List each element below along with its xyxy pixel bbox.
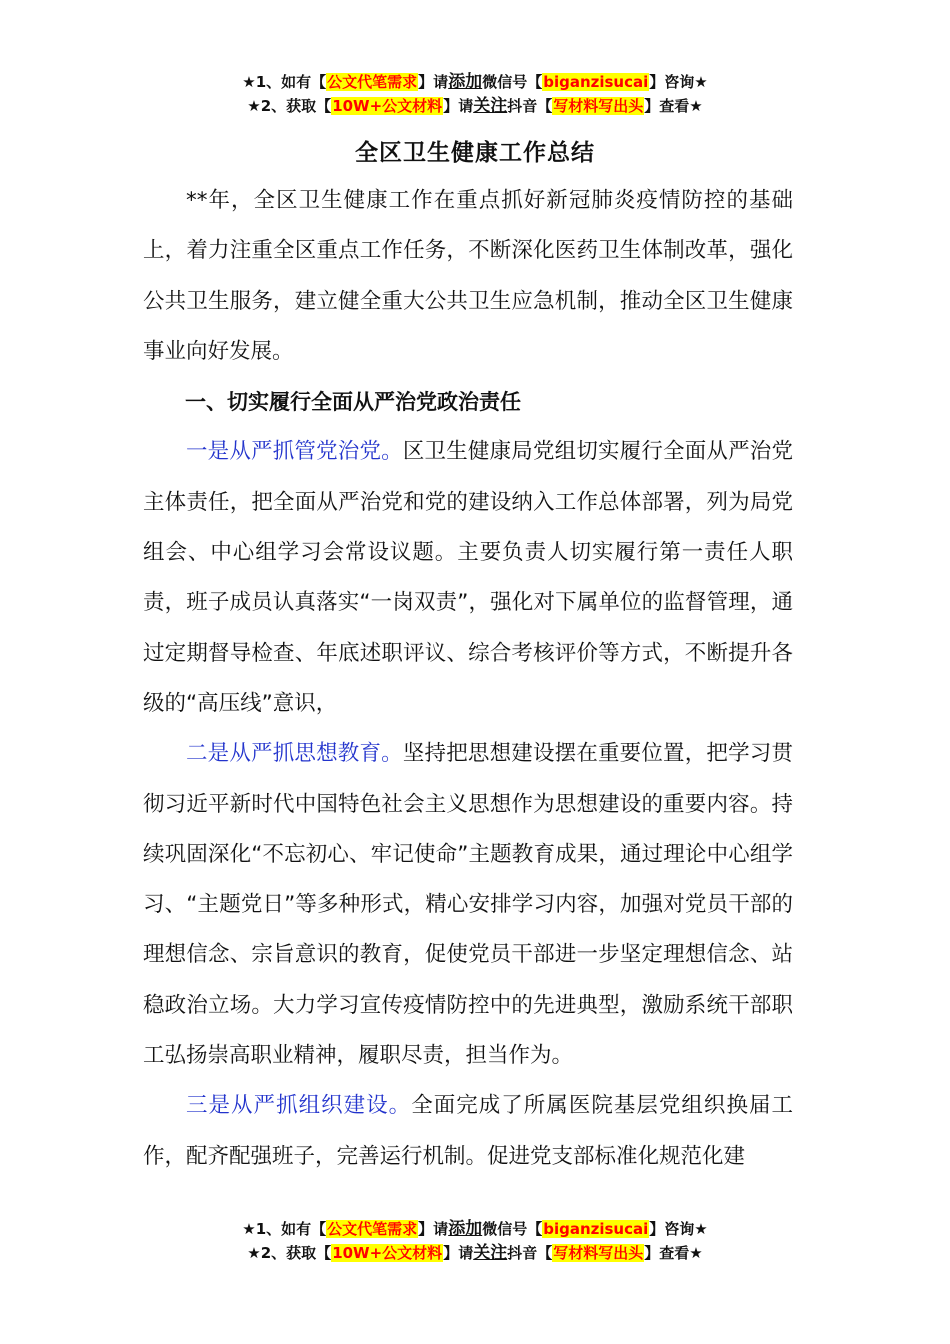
promo-text: 抖音【 bbox=[507, 97, 553, 115]
promo-emphasis: 添加 bbox=[448, 72, 483, 92]
promo-text: 】查看★ bbox=[644, 1244, 703, 1262]
promo-text: 】请 bbox=[418, 73, 449, 91]
paragraph-text: 全面完成了所属医院基层党组织换届工作，配齐配强班子，完善运行机制。促进党支部标准化规范化建 bbox=[143, 1093, 793, 1169]
promo-wechat-id: biganzisucai bbox=[543, 1220, 649, 1238]
promo-text: 抖音【 bbox=[507, 1244, 553, 1262]
promo-text: 】请 bbox=[443, 97, 474, 115]
promo-emphasis: 添加 bbox=[448, 1219, 483, 1239]
document-body bbox=[143, 176, 793, 1182]
promo-text: ★2、获取【 bbox=[247, 1244, 332, 1262]
promo-text: 】查看★ bbox=[644, 97, 703, 115]
promo-text: 】请 bbox=[443, 1244, 474, 1262]
promo-line-1 bbox=[0, 70, 950, 94]
paragraph-text: 区卫生健康局党组切实履行全面从严治党主体责任，把全面从严治党和党的建设纳入工作总体部署，列为局党组会、中心组学习会常设议题。主要负责人切实履行第一责任人职责，班子成员认真落实“一岗双责”，强化对下属单位的监督管理，通过定期督导检查、年底述职评议、综合考核评价等方式，不断提升各级的“高压线”意识， bbox=[143, 439, 793, 716]
paragraph-2 bbox=[143, 729, 793, 1081]
promo-text: 微信号【 bbox=[482, 73, 543, 91]
promo-emphasis: 关注 bbox=[473, 96, 508, 116]
section-heading: 一、切实履行全面从严治党政治责任 bbox=[185, 390, 521, 415]
promo-text: ★1、如有【 bbox=[242, 1220, 327, 1238]
promo-line-1 bbox=[0, 1217, 950, 1241]
promo-wechat-id: biganzisucai bbox=[543, 73, 649, 91]
paragraph-3 bbox=[143, 1081, 793, 1182]
paragraph-lead: 二是从严抓思想教育。 bbox=[186, 741, 403, 767]
promo-highlight: 10W+公文材料 bbox=[332, 1244, 443, 1262]
promo-highlight: 公文代笔需求 bbox=[327, 73, 418, 91]
promo-line-2 bbox=[0, 94, 950, 118]
paragraph-lead: 三是从严抓组织建设。 bbox=[186, 1093, 412, 1119]
promo-text: ★1、如有【 bbox=[242, 73, 327, 91]
top-promo-banner bbox=[0, 70, 950, 118]
document-title: 全区卫生健康工作总结 bbox=[355, 140, 595, 166]
promo-douyin-id: 写材料写出头 bbox=[553, 1244, 644, 1262]
promo-douyin-id: 写材料写出头 bbox=[553, 97, 644, 115]
promo-line-2 bbox=[0, 1241, 950, 1265]
promo-highlight: 公文代笔需求 bbox=[327, 1220, 418, 1238]
promo-text: 】咨询★ bbox=[649, 73, 708, 91]
promo-text: 】咨询★ bbox=[649, 1220, 708, 1238]
promo-text: 】请 bbox=[418, 1220, 449, 1238]
bottom-promo-banner bbox=[0, 1217, 950, 1265]
promo-text: 微信号【 bbox=[482, 1220, 543, 1238]
promo-emphasis: 关注 bbox=[473, 1243, 508, 1263]
paragraph-lead: 一是从严抓管党治党。 bbox=[186, 439, 403, 465]
paragraph-text: 坚持把思想建设摆在重要位置，把学习贯彻习近平新时代中国特色社会主义思想作为思想建设的重要内容。持续巩固深化“不忘初心、牢记使命”主题教育成果，通过理论中心组学习、“主题党日”等多种形式，精心安排学习内容，加强对党员干部的理想信念、宗旨意识的教育，促使党员干部进一步坚定理想信念、站稳政治立场。大力学习宣传疫情防控中的先进典型，激励系统干部职工弘扬崇高职业精神，履职尽责，担当作为。 bbox=[143, 741, 793, 1069]
promo-text: ★2、获取【 bbox=[247, 97, 332, 115]
intro-paragraph: **年，全区卫生健康工作在重点抓好新冠肺炎疫情防控的基础上，着力注重全区重点工作任务，不断深化医药卫生体制改革，强化公共卫生服务，建立健全重大公共卫生应急机制，推动全区卫生健康事业向好发展。 bbox=[143, 188, 793, 364]
paragraph-1 bbox=[143, 427, 793, 729]
promo-highlight: 10W+公文材料 bbox=[332, 97, 443, 115]
